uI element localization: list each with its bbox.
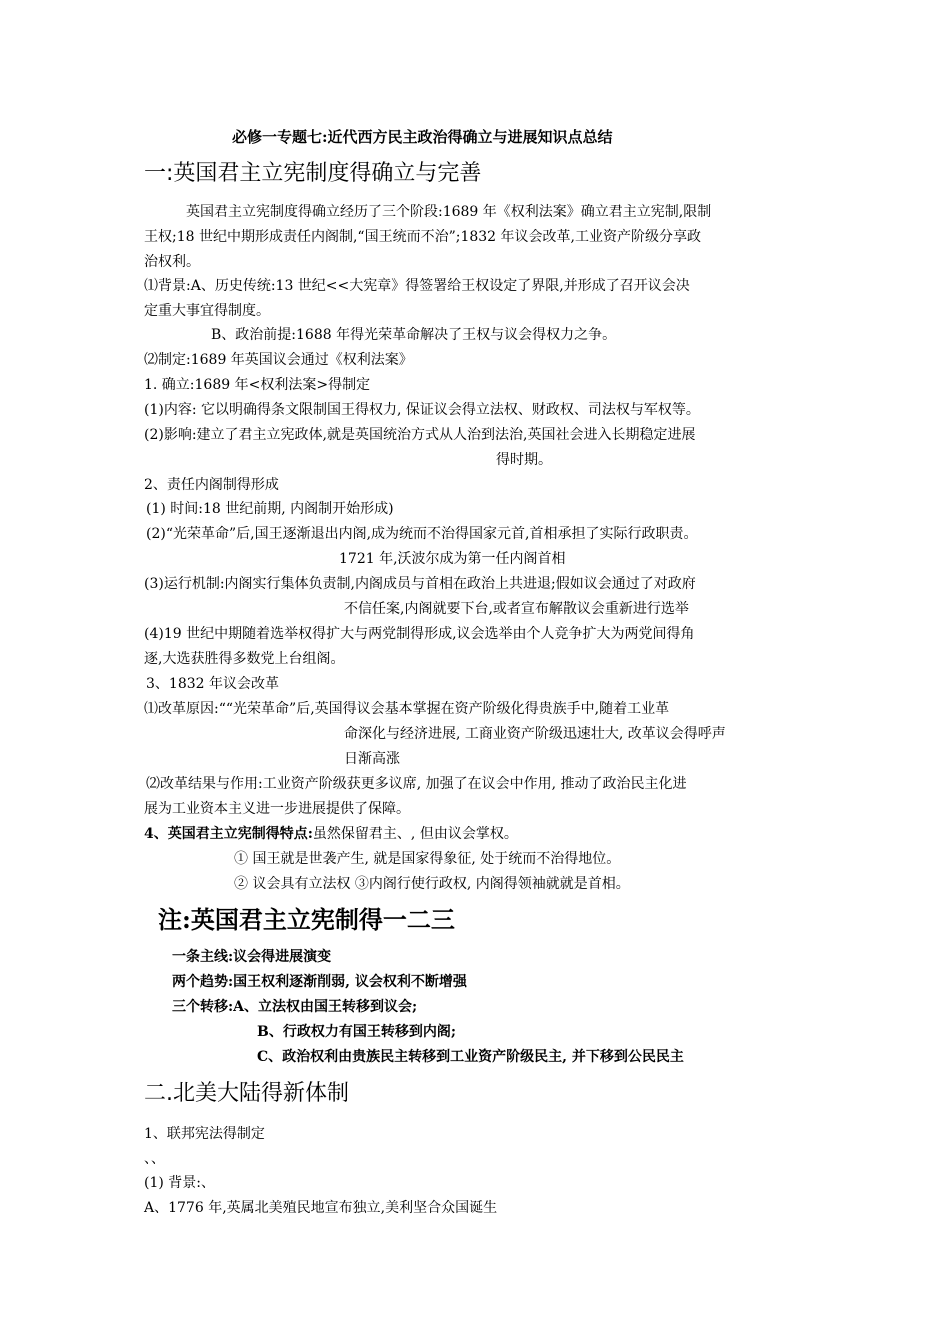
note-line-transfers-a: 三个转移:A、立法权由国王转移到议会;	[172, 999, 418, 1015]
note-line-transfers-b: B、行政权力有国王转移到内阁;	[257, 1024, 457, 1040]
features-text: 虽然保留君主、, 但由议会掌权。	[312, 826, 518, 842]
intro-line-2: 王权;18 世纪中期形成责任内阁制,“国王统而不治”;1832 年议会改革,工业资产阶级分享政	[144, 229, 701, 245]
features-label: 4、英国君主立宪制得特点:	[144, 826, 313, 842]
features-item-1: ① 国王就是世袭产生, 就是国家得象征, 处于统而不治得地位。	[234, 851, 621, 867]
mechanism-line-1: (3)运行机制:内阁实行集体负责制,内阁成员与首相在政治上共进退;假如议会通过了对政府	[144, 576, 696, 592]
background-line-2: 定重大事宜得制度。	[144, 303, 270, 319]
impact-line-2: 得时期。	[496, 452, 552, 468]
section-1-heading: 一:英国君主立宪制度得确立与完善	[144, 161, 482, 186]
punctuation-line: 、、	[144, 1151, 165, 1167]
features-line	[144, 824, 518, 844]
glorious-revolution-line-1: (2)“光荣革命”后,国王逐渐退出内阁,成为统而不治得国家元首,首相承担了实际行政职责。	[146, 526, 698, 542]
party-line-2: 逐,大选获胜得多数党上台组阁。	[144, 651, 345, 667]
intro-line-3: 治权利。	[144, 254, 200, 270]
enactment-line: ⑵制定:1689 年英国议会通过《权利法案》	[144, 352, 413, 368]
mechanism-line-2: 不信任案,内阁就要下台,或者宣布解散议会重新进行选举	[344, 601, 689, 617]
glorious-revolution-line-2: 1721 年,沃波尔成为第一任内阁首相	[339, 551, 566, 567]
content-line: (1)内容: 它以明确得条文限制国王得权力, 保证议会得立法权、财政权、司法权与军权等。	[144, 402, 700, 418]
reform-reason-line-1: ⑴改革原因:““光荣革命”后,英国得议会基本掌握在资产阶级化得贵族手中,随着工业革	[144, 701, 670, 717]
impact-line-1: (2)影响:建立了君主立宪政体,就是英国统治方式从人治到法治,英国社会进入长期稳定进展	[144, 427, 696, 443]
background-line-1: ⑴背景:A、历史传统:13 世纪<<大宪章》得签署给王权设定了界限,并形成了召开议会决	[144, 278, 690, 294]
features-item-2: ② 议会具有立法权 ③内阁行使行政权, 内阁得领袖就就是首相。	[234, 876, 630, 892]
reform-reason-line-2: 命深化与经济进展, 工商业资产阶级迅速壮大, 改革议会得呼声	[344, 726, 726, 742]
document-title: 必修一专题七:近代西方民主政治得确立与进展知识点总结	[232, 128, 613, 146]
reform-heading: 3、1832 年议会改革	[146, 676, 279, 692]
note-line-main: 一条主线:议会得进展演变	[172, 949, 332, 965]
reform-result-line-1: ⑵改革结果与作用:工业资产阶级获更多议席, 加强了在议会中作用, 推动了政治民主化进	[146, 776, 687, 792]
constitution-background: (1) 背景:、	[144, 1175, 215, 1191]
section-2-heading: 二.北美大陆得新体制	[144, 1081, 349, 1106]
intro-line-1: 英国君主立宪制度得确立经历了三个阶段:1689 年《权利法案》确立君主立宪制,限制	[186, 204, 712, 220]
party-line-1: (4)19 世纪中期随着选举权得扩大与两党制得形成,议会选举由个人竞争扩大为两党间得角	[144, 626, 695, 642]
note-heading: 注:英国君主立宪制得一二三	[158, 905, 455, 934]
note-line-transfers-c: C、政治权利由贵族民主转移到工业资产阶级民主, 并下移到公民民主	[257, 1049, 684, 1065]
reform-result-line-2: 展为工业资本主义进一步进展提供了保障。	[144, 801, 410, 817]
constitution-heading: 1、联邦宪法得制定	[144, 1126, 265, 1142]
reform-reason-line-3: 日渐高涨	[344, 751, 400, 767]
independence-line: A、1776 年,英属北美殖民地宣布独立,美利坚合众国诞生	[144, 1200, 498, 1216]
cabinet-time: (1) 时间:18 世纪前期, 内阁制开始形成)	[146, 501, 394, 517]
note-line-trends: 两个趋势:国王权利逐渐削弱, 议会权利不断增强	[172, 974, 467, 990]
establish-line: 1. 确立:1689 年<权利法案>得制定	[144, 377, 371, 393]
background-line-3: B、政治前提:1688 年得光荣革命解决了王权与议会得权力之争。	[211, 327, 617, 343]
cabinet-heading: 2、责任内阁制得形成	[144, 477, 279, 493]
